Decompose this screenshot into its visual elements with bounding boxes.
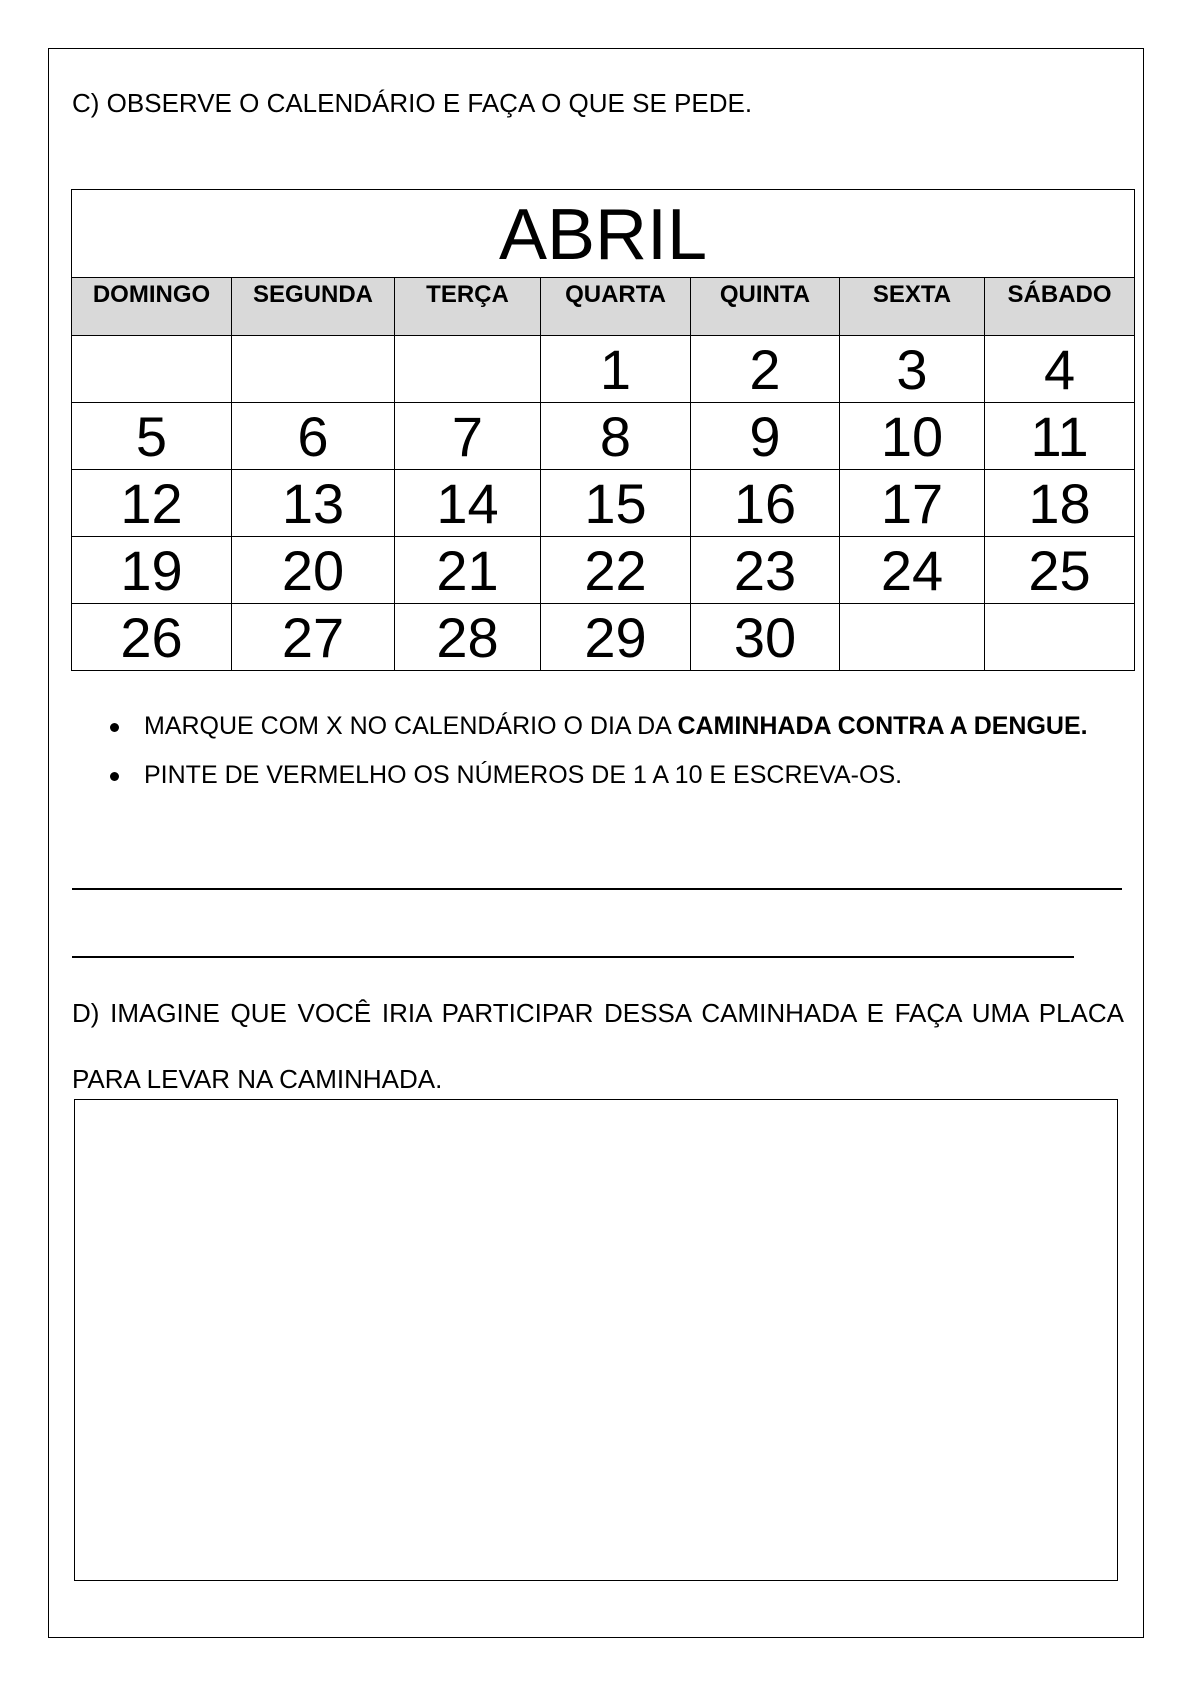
instruction-bold-text: CAMINHADA CONTRA A DENGUE. [677, 712, 1088, 740]
calendar-month-title: ABRIL [72, 190, 1135, 278]
section-c-heading: C) OBSERVE O CALENDÁRIO E FAÇA O QUE SE PEDE. [72, 88, 753, 118]
calendar-day-cell[interactable]: 7 [395, 403, 541, 470]
weekday-header: SEXTA [840, 278, 985, 336]
bullet-icon [110, 772, 119, 781]
calendar-day-cell[interactable]: 28 [395, 604, 541, 671]
calendar-day-cell[interactable]: 19 [72, 537, 232, 604]
calendar-day-cell[interactable]: 30 [691, 604, 840, 671]
instruction-item [72, 751, 1124, 800]
calendar-day-cell[interactable]: 14 [395, 470, 541, 537]
calendar-day-cell[interactable] [232, 336, 395, 403]
calendar-day-cell[interactable]: 27 [232, 604, 395, 671]
calendar-day-cell[interactable]: 16 [691, 470, 840, 537]
calendar-day-cell[interactable] [840, 604, 985, 671]
sign-drawing-area[interactable] [74, 1099, 1118, 1581]
calendar-day-cell[interactable]: 3 [840, 336, 985, 403]
calendar-day-cell[interactable]: 26 [72, 604, 232, 671]
calendar-day-cell[interactable]: 22 [541, 537, 691, 604]
weekday-header: DOMINGO [72, 278, 232, 336]
calendar-day-cell[interactable]: 15 [541, 470, 691, 537]
answer-line[interactable] [72, 888, 1122, 890]
weekday-header: QUINTA [691, 278, 840, 336]
calendar-day-cell[interactable]: 6 [232, 403, 395, 470]
calendar-day-cell[interactable]: 2 [691, 336, 840, 403]
weekday-header: SEGUNDA [232, 278, 395, 336]
calendar-day-cell[interactable]: 5 [72, 403, 232, 470]
section-d-text: D) IMAGINE QUE VOCÊ IRIA PARTICIPAR DESSA CAMINHADA E FAÇA UMA PLACA PARA LEVAR NA CAMINHADA. [72, 998, 1124, 1094]
calendar-day-cell[interactable]: 9 [691, 403, 840, 470]
calendar-day-cell[interactable]: 24 [840, 537, 985, 604]
calendar-day-cell[interactable]: 29 [541, 604, 691, 671]
calendar-day-cell[interactable]: 11 [985, 403, 1135, 470]
weekday-header: QUARTA [541, 278, 691, 336]
calendar-week [72, 537, 1135, 604]
calendar-day-cell[interactable]: 17 [840, 470, 985, 537]
calendar [71, 189, 1135, 671]
weekday-header: TERÇA [395, 278, 541, 336]
instruction-text [144, 702, 1124, 751]
calendar-day-cell[interactable]: 10 [840, 403, 985, 470]
calendar-day-cell[interactable] [72, 336, 232, 403]
answer-line[interactable] [72, 956, 1074, 958]
calendar-day-cell[interactable]: 4 [985, 336, 1135, 403]
calendar-day-cell[interactable]: 1 [541, 336, 691, 403]
calendar-week [72, 604, 1135, 671]
instruction-list [72, 702, 1124, 800]
calendar-day-cell[interactable]: 23 [691, 537, 840, 604]
calendar-day-cell[interactable]: 25 [985, 537, 1135, 604]
bullet-icon [110, 723, 119, 732]
calendar-week [72, 470, 1135, 537]
calendar-day-cell[interactable] [395, 336, 541, 403]
calendar-day-cell[interactable]: 13 [232, 470, 395, 537]
instruction-item [72, 702, 1124, 751]
calendar-day-cell[interactable]: 20 [232, 537, 395, 604]
calendar-day-cell[interactable] [985, 604, 1135, 671]
calendar-day-cell[interactable]: 8 [541, 403, 691, 470]
calendar-week [72, 403, 1135, 470]
calendar-day-cell[interactable]: 21 [395, 537, 541, 604]
instruction-text: PINTE DE VERMELHO OS NÚMEROS DE 1 A 10 E ESCREVA-OS. [144, 761, 903, 789]
instruction-plain-text: MARQUE COM X NO CALENDÁRIO O DIA DA [144, 712, 678, 740]
calendar-day-cell[interactable]: 12 [72, 470, 232, 537]
weekday-header: SÁBADO [985, 278, 1135, 336]
calendar-day-cell[interactable]: 18 [985, 470, 1135, 537]
calendar-week [72, 336, 1135, 403]
